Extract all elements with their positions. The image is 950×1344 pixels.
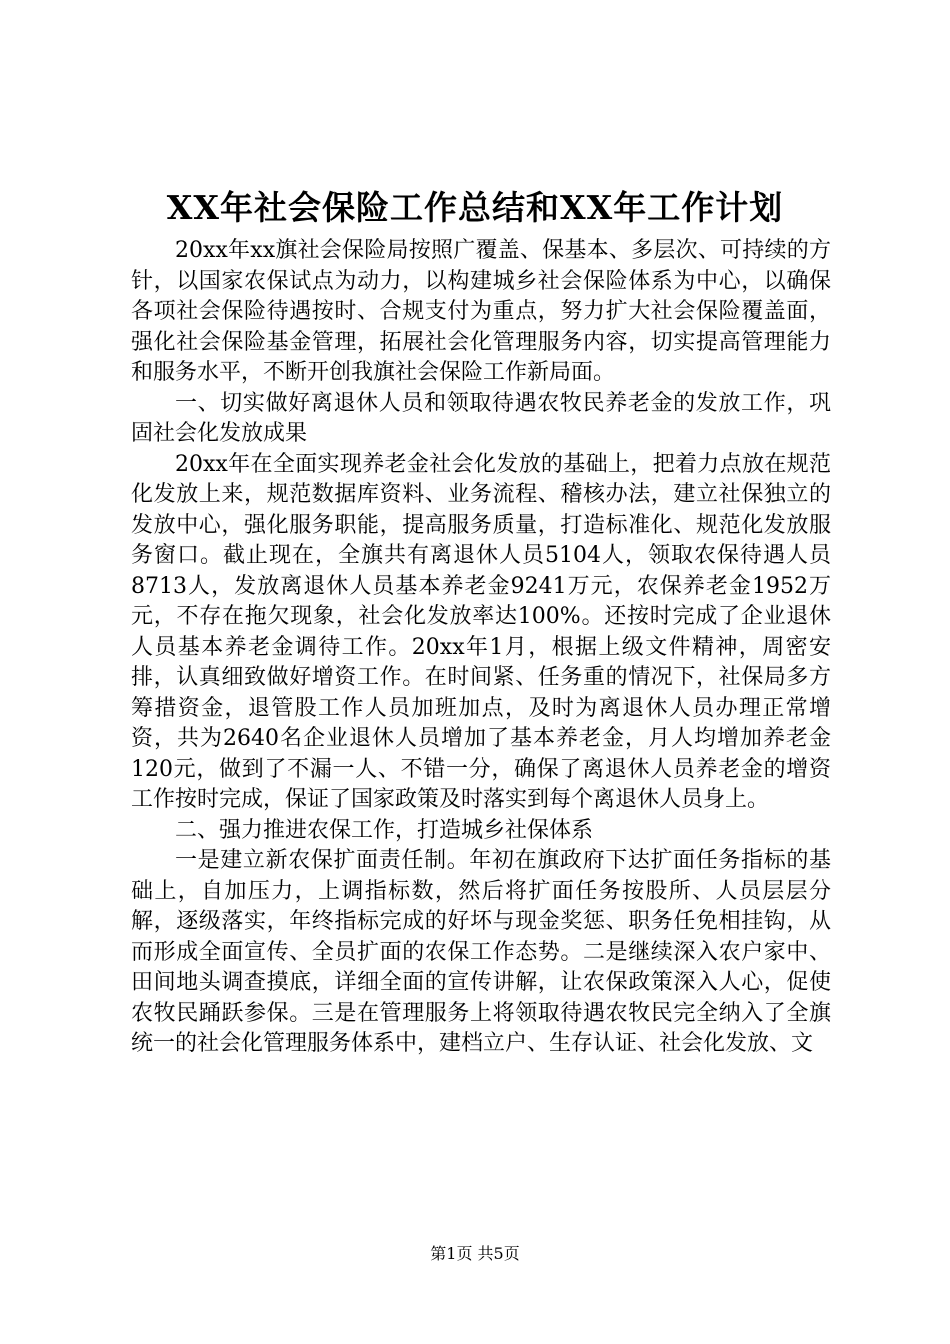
section-heading-2: 二、强力推进农保工作，打造城乡社保体系 [175, 817, 594, 843]
page-footer: 第1页 共5页 [430, 1244, 520, 1263]
paragraph-section-1: 20xx年在全面实现养老金社会化发放的基础上，把着力点放在规范化发放上来，规范数据库资料、业务流程、稽核办法，建立社保独立的发放中心，强化服务职能，提高服务质量，打造标准化、规范化发放服务窗口。截止现在，全旗共有离退休人员5104人，领取农保待遇人员8713人，发放离退休人员基本养老金9241万元，农保养老金1952万元，不存在拖欠现象，社会化发放率达100%。还按时完成了企业退休人员基本养老金调待工作。20xx年1月，根据上级文件精神，周密安排，认真细致做好增资工作。在时间紧、任务重的情况下，社保局多方筹措资金，退管股工作人员加班加点，及时为离退休人员办理正常增资，共为2640名企业退休人员增加了基本养老金，月人均增加养老金120元，做到了不漏一人、不错一分，确保了离退休人员养老金的增资工作按时完成，保证了国家政策及时落实到每个离退休人员身上。 [131, 451, 831, 812]
page-title: XX年社会保险工作总结和XX年工作计划 [166, 188, 784, 227]
document-body [131, 236, 831, 1060]
paragraph-section-2: 一是建立新农保扩面责任制。年初在旗政府下达扩面任务指标的基础上，自加压力，上调指标数，然后将扩面任务按股所、人员层层分解，逐级落实，年终指标完成的好坏与现金奖惩、职务任免相挂钩，从而形成全面宣传、全员扩面的农保工作态势。二是继续深入农户家中、田间地头调查摸底，详细全面的宣传讲解，让农保政策深入人心，促使农牧民踊跃参保。三是在管理服务上将领取待遇农牧民完全纳入了全旗统一的社会化管理服务体系中，建档立户、生存认证、社会化发放、文 [131, 848, 831, 1056]
section-heading-1: 一、切实做好离退休人员和领取待遇农牧民养老金的发放工作，巩固社会化发放成果 [131, 390, 831, 446]
paragraph-intro: 20xx年xx旗社会保险局按照广覆盖、保基本、多层次、可持续的方针，以国家农保试点为动力，以构建城乡社会保险体系为中心，以确保各项社会保险待遇按时、合规支付为重点，努力扩大社会保险覆盖面，强化社会保险基金管理，拓展社会化管理服务内容，切实提高管理能力和服务水平，不断开创我旗社会保险工作新局面。 [131, 238, 832, 385]
